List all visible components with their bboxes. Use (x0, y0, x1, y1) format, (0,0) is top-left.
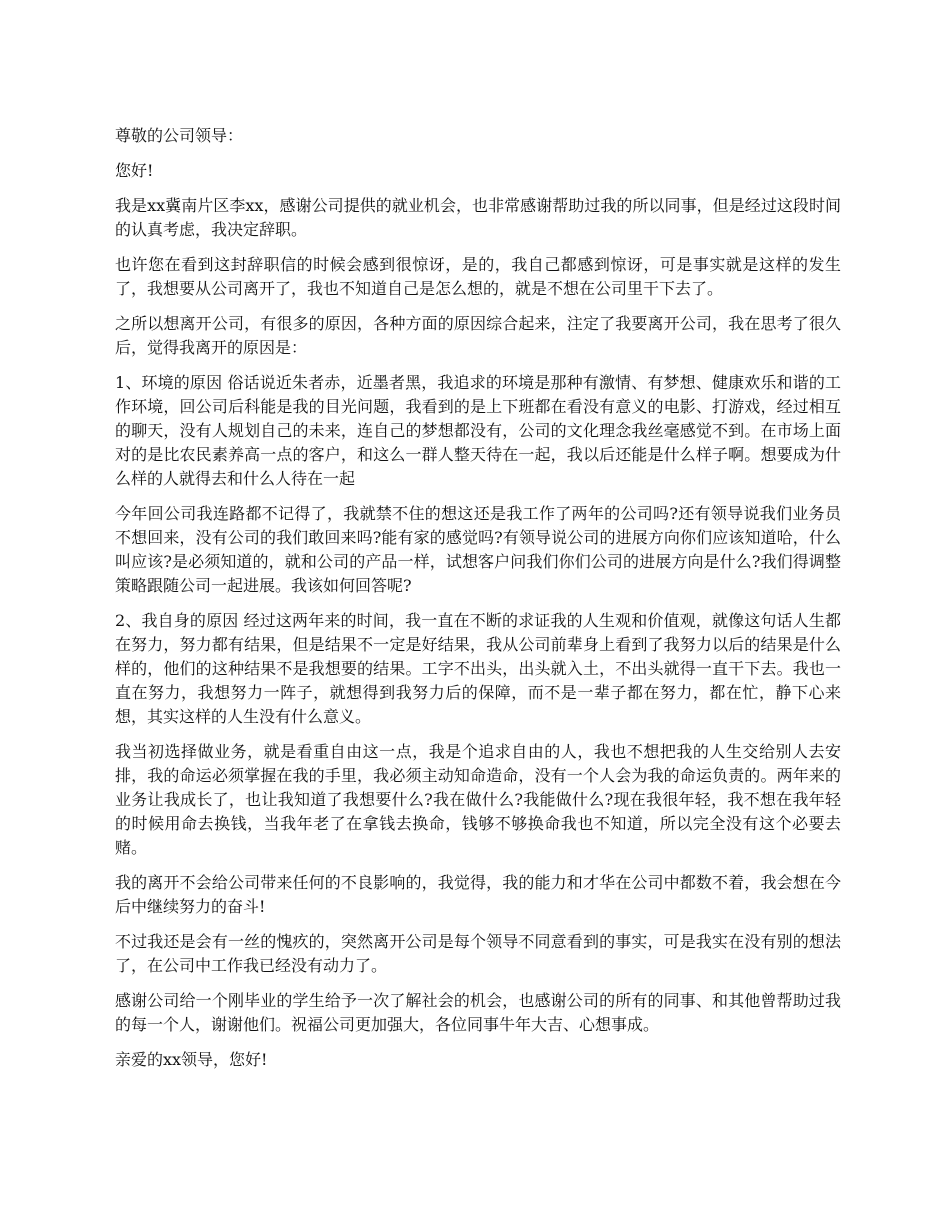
greeting: 您好! (115, 161, 154, 180)
letter-body (115, 124, 841, 1083)
paragraph-reasons-lead: 之所以想离开公司，有很多的原因，各种方面的原因综合起来，注定了我要离开公司，我在思考了很久后，觉得我离开的原因是： (115, 314, 841, 357)
paragraph-regret: 不过我还是会有一丝的愧疚的，突然离开公司是每个领导不同意看到的事实，可是我实在没有别的想法了，在公司中工作我已经没有动力了。 (115, 932, 841, 975)
paragraph-intro: 我是xx冀南片区李xx，感谢公司提供的就业机会，也非常感谢帮助过我的所以同事，但是经过这段时间的认真考虑，我决定辞职。 (115, 196, 841, 239)
paragraph-no-impact: 我的离开不会给公司带来任何的不良影响的，我觉得，我的能力和才华在公司中都数不着，我会想在今后中继续努力的奋斗! (115, 873, 841, 916)
paragraph-reason-self: 2、我自身的原因 经过这两年来的时间，我一直在不断的求证我的人生观和价值观，就像这句话人生都在努力，努力都有结果，但是结果不一定是好结果，我从公司前辈身上看到了我努力以后的结果是什么样的，他们的这种结果不是我想要的结果。工字不出头，出头就入土，不出头就得一直干下去。我也一直在努力，我想努力一阵子，就想得到我努力后的保障，而不是一辈子都在努力，都在忙，静下心来想，其实这样的人生没有什么意义。 (115, 611, 841, 726)
closing-greeting: 亲爱的xx领导，您好! (115, 1050, 268, 1069)
paragraph-reason-environment: 1、环境的原因 俗话说近朱者赤，近墨者黑，我追求的环境是那种有激情、有梦想、健康欢乐和谐的工作环境，回公司后科能是我的目光问题，我看到的是上下班都在看没有意义的电影、打游戏，经过相互的聊天，没有人规划自己的未来，连自己的梦想都没有，公司的文化理念我丝毫感觉不到。在市场上面对的是比农民素养高一点的客户，和这么一群人整天待在一起，我以后还能是什么样子啊。想要成为什么样的人就得去和什么人待在一起 (115, 373, 841, 488)
paragraph-surprise: 也许您在看到这封辞职信的时候会感到很惊讶，是的，我自己都感到惊讶，可是事实就是这样的发生了，我想要从公司离开了，我也不知道自己是怎么想的，就是不想在公司里干下去了。 (115, 255, 841, 298)
salutation: 尊敬的公司领导： (115, 126, 244, 145)
paragraph-freedom: 我当初选择做业务，就是看重自由这一点，我是个追求自由的人，我也不想把我的人生交给别人去安排，我的命运必须掌握在我的手里，我必须主动知命造命，没有一个人会为我的命运负责的。两年来的业务让我成长了，也让我知道了我想要什么?我在做什么?我能做什么?现在我很年轻，我不想在我年轻的时候用命去换钱，当我年老了在拿钱去换命，钱够不够换命我也不知道，所以完全没有这个必要去赌。 (115, 742, 841, 857)
paragraph-thanks: 感谢公司给一个刚毕业的学生给予一次了解社会的机会，也感谢公司的所有的同事、和其他曾帮助过我的每一个人，谢谢他们。祝福公司更加强大，各位同事牛年大吉、心想事成。 (115, 991, 841, 1034)
paragraph-company-direction: 今年回公司我连路都不记得了，我就禁不住的想这还是我工作了两年的公司吗?还有领导说我们业务员不想回来，没有公司的我们敢回来吗?能有家的感觉吗?有领导说公司的进展方向你们应该知道哈，什么叫应该?是必须知道的，就和公司的产品一样，试想客户问我们你们公司的进展方向是什么?我们得调整策略跟随公司一起进展。我该如何回答呢? (115, 504, 841, 595)
